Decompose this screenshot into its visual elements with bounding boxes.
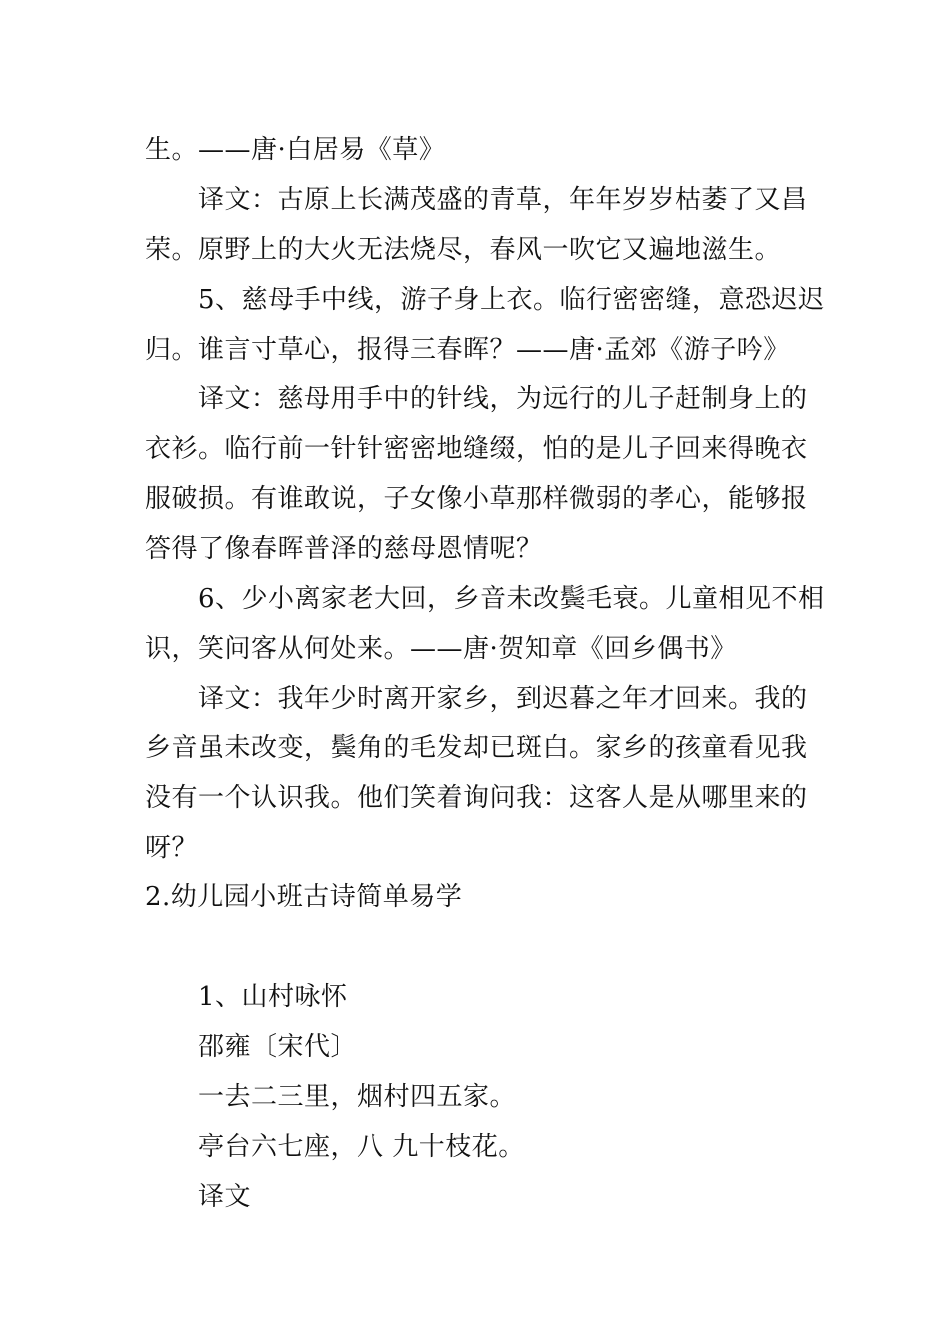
section-heading: 2.幼儿园小班古诗简单易学 xyxy=(145,882,463,912)
text-line: 呀？ xyxy=(145,833,199,863)
text-line: 生。——唐·白居易《草》 xyxy=(145,135,446,165)
text-line: 译文：慈母用手中的针线，为远行的儿子赶制身上的 xyxy=(198,384,808,414)
poem-line: 亭台六七座，八 九十枝花。 xyxy=(198,1132,525,1162)
text-line: 6、少小离家老大回，乡音未改鬓毛衰。儿童相见不相 xyxy=(198,584,825,614)
poem-title: 1、山村咏怀 xyxy=(198,982,348,1012)
text-line: 荣。原野上的大火无法烧尽，春风一吹它又遍地滋生。 xyxy=(145,235,782,265)
text-line: 服破损。有谁敢说，子女像小草那样微弱的孝心，能够报 xyxy=(145,484,808,514)
text-line: 衣衫。临行前一针针密密地缝缀，怕的是儿子回来得晚衣 xyxy=(145,434,808,464)
poem-line: 一去二三里，烟村四五家。 xyxy=(198,1082,517,1112)
text-line: 答得了像春晖普泽的慈母恩情呢？ xyxy=(145,534,543,564)
text-line: 识，笑问客从何处来。——唐·贺知章《回乡偶书》 xyxy=(145,634,737,664)
text-line: 译文：古原上长满茂盛的青草，年年岁岁枯萎了又昌 xyxy=(198,185,808,215)
translation-label: 译文 xyxy=(198,1182,252,1212)
text-line: 乡音虽未改变，鬓角的毛发却已斑白。家乡的孩童看见我 xyxy=(145,733,808,763)
text-line: 归。谁言寸草心，报得三春晖？——唐·孟郊《游子吟》 xyxy=(145,335,790,365)
text-line: 译文：我年少时离开家乡，到迟暮之年才回来。我的 xyxy=(198,684,808,714)
text-line: 5、慈母手中线，游子身上衣。临行密密缝，意恐迟迟 xyxy=(198,285,825,315)
text-line: 没有一个认识我。他们笑着询问我：这客人是从哪里来的 xyxy=(145,783,808,813)
poem-author: 邵雍〔宋代〕 xyxy=(198,1032,358,1062)
